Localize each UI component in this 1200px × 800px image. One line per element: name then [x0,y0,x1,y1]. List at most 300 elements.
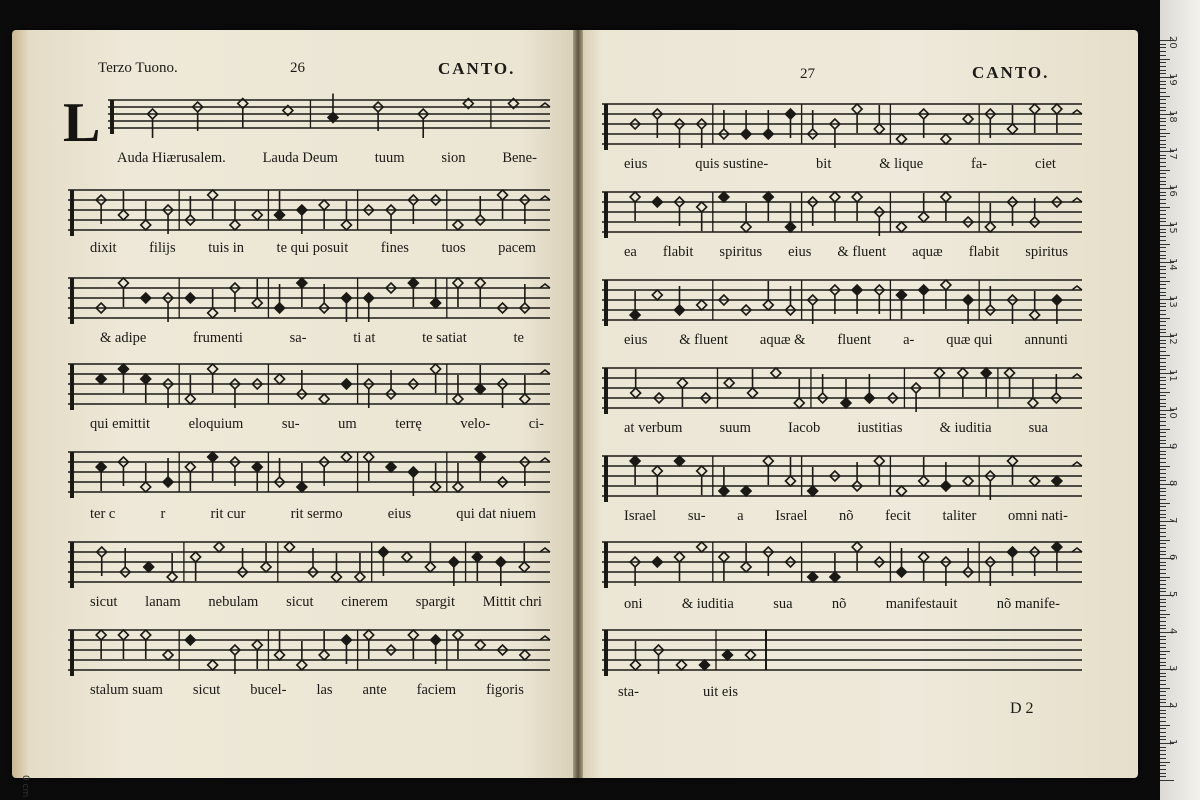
ruler-tick [1160,162,1166,163]
ruler-tick [1160,59,1170,60]
ruler-tick [1160,606,1166,607]
lyric-word: Bene- [502,150,537,166]
ruler-tick [1160,758,1166,759]
ruler-tick [1160,514,1166,515]
ruler-tick [1160,392,1170,393]
ruler-tick [1160,540,1170,541]
ruler-tick [1160,395,1166,396]
decorated-initial: L [63,92,101,154]
ruler-tick [1160,240,1166,241]
note-head [786,109,796,119]
note-head [897,290,907,300]
ruler-tick [1160,177,1166,178]
note-head [852,542,862,552]
staff-right-3 [602,272,1086,332]
lyric-line-right-1 [624,156,1056,173]
note-head [897,222,907,232]
note-head [652,290,662,300]
note-head [402,552,412,562]
ruler-tick [1160,88,1166,89]
lyric-word: & iuditia [939,420,992,436]
lyric-word: te satiat [422,330,467,346]
ruler-tick [1160,543,1166,544]
lyric-word: flabit [662,244,694,260]
note-head [341,379,351,389]
note-head [741,486,751,496]
ruler-tick [1160,366,1166,367]
note-head [163,477,173,487]
ruler-tick [1160,480,1166,481]
lyric-word: Auda Hiærusalem. [117,150,226,166]
ruler-tick [1160,107,1166,108]
ruler-tick [1160,351,1166,352]
ruler-tick [1160,602,1166,603]
ruler-tick [1160,462,1166,463]
note-head [185,293,195,303]
note-head [1052,104,1062,114]
clef-mark [70,452,74,498]
lyric-word: tuos [441,240,466,256]
lyric-word: aquæ & [759,332,806,348]
lyric-word: rit sermo [290,506,343,522]
note-head [431,298,441,308]
ruler-number: 15 [1167,221,1178,234]
ruler-number: 9 [1167,443,1178,450]
staff-right-2 [602,184,1086,244]
ruler-number: 11 [1167,369,1178,382]
ruler-tick [1160,166,1166,167]
lyric-line-left-4 [90,416,544,433]
note-head [453,220,463,230]
note-head [297,278,307,288]
staff-right-5 [602,448,1086,508]
lyric-word: sua [773,596,793,612]
note-head [808,572,818,582]
ruler-tick [1160,506,1166,507]
note-head [963,295,973,305]
ruler-tick [1160,569,1166,570]
ruler-tick [1160,440,1166,441]
ruler-number: 10 [1167,406,1178,419]
staff-right-1 [602,96,1086,156]
note-head [1030,476,1040,486]
ruler-tick [1160,458,1166,459]
note-head [897,567,907,577]
clef-mark [70,542,74,588]
ruler-tick [1160,314,1166,315]
note-head [830,192,840,202]
note-head [786,476,796,486]
lyric-word: fecit [885,508,911,524]
note-head [431,364,441,374]
ruler-tick [1160,647,1166,648]
note-head [208,190,218,200]
ruler-tick [1160,750,1166,751]
note-head [185,635,195,645]
clef-mark [70,630,74,676]
ruler-tick [1160,610,1166,611]
note-head [185,394,195,404]
note-head [341,293,351,303]
note-head [408,278,418,288]
note-head [331,572,341,582]
note-head [963,476,973,486]
ruler-tick [1160,536,1166,537]
lyric-line-left-6 [90,594,542,611]
ruler-tick [1160,702,1166,703]
note-head [453,630,463,640]
ruler-number: 12 [1167,332,1178,345]
note-head [297,482,307,492]
ruler-tick [1160,780,1174,781]
lyric-word: bit [816,156,832,172]
ruler-tick [1160,310,1166,311]
lyric-word: uit eis [702,684,738,700]
clef-mark [604,630,608,676]
running-title: Terzo Tuono. [98,60,178,76]
note-head [275,303,285,313]
ruler-tick [1160,688,1170,689]
ruler-tick [1160,588,1166,589]
clef-mark [604,104,608,150]
note-head [941,134,951,144]
note-head [185,462,195,472]
lyric-word: sa- [289,330,307,346]
lyric-word: eloquium [188,416,244,432]
ruler-tick [1160,170,1170,171]
note-head [453,278,463,288]
ruler-tick [1160,525,1166,526]
note-head [496,557,506,567]
lyric-word: su- [687,508,706,524]
note-head [144,562,154,572]
note-head [630,192,640,202]
ruler-tick [1160,340,1166,341]
ruler-tick [1160,325,1166,326]
ruler-tick [1160,662,1166,663]
clef-mark [604,456,608,502]
note-head [919,212,929,222]
note-head [364,630,374,640]
lyric-word: figoris [486,682,524,698]
ruler-tick [1160,236,1166,237]
note-head [141,630,151,640]
ruler-tick [1160,728,1166,729]
note-head [425,562,435,572]
lyric-line-right-2 [624,244,1068,261]
note-head [386,462,396,472]
lyric-word: sta- [618,684,639,700]
ruler-number: 1 [1167,739,1178,746]
ruler-number: 8 [1167,480,1178,487]
ruler-tick [1160,258,1166,259]
ruler-tick [1160,269,1166,270]
note-head [919,552,929,562]
lyric-word: ter c [90,506,116,522]
lyric-word: & fluent [837,244,887,260]
lyric-word: te qui posuit [276,240,349,256]
lyric-word: filijs [149,240,176,256]
lyric-word: tuis in [208,240,245,256]
ruler-tick [1160,218,1166,219]
ruler-tick [1160,388,1166,389]
note-head [675,552,685,562]
note-head [697,542,707,552]
note-head [230,220,240,230]
ruler-tick [1160,691,1166,692]
staff-right-6 [602,534,1086,594]
ruler-number: 4 [1167,628,1178,635]
note-head [941,280,951,290]
ruler-tick [1160,762,1170,763]
note-head [520,394,530,404]
ruler-tick [1160,306,1166,307]
lyric-word: cinerem [341,594,388,610]
note-head [141,482,151,492]
lyric-word: quis sustine- [695,156,769,172]
lyric-word: ea [624,244,637,260]
ruler-tick [1160,158,1166,159]
ruler-tick [1160,136,1166,137]
lyric-word: spiritus [1025,244,1068,260]
note-head [364,293,374,303]
ruler-tick [1160,232,1166,233]
ruler-tick [1160,454,1166,455]
staff-left-2 [68,182,554,242]
ruler-tick [1160,721,1166,722]
ruler-number: 19 [1167,73,1178,86]
ruler-tick [1160,488,1166,489]
ruler-tick [1160,754,1166,755]
lyric-line-right-3 [624,332,1068,349]
ruler-tick [1160,273,1166,274]
lyric-line-left-3 [100,330,524,347]
ruler-tick [1160,732,1166,733]
lyric-word: nebulam [208,594,259,610]
ruler-tick [1160,251,1166,252]
note-head [431,482,441,492]
note-head [275,374,285,384]
note-head [741,222,751,232]
note-head [763,192,773,202]
ruler-number: 14 [1167,258,1178,271]
ruler-tick [1160,565,1166,566]
lyric-word: flabit [968,244,1000,260]
ruler-tick [1160,528,1166,529]
note-head [453,394,463,404]
note-head [341,635,351,645]
lyric-word: sicut [90,594,118,610]
ruler-tick [1160,195,1166,196]
note-head [919,476,929,486]
ruler-tick [1160,499,1166,500]
ruler-tick [1160,203,1166,204]
note-head [852,285,862,295]
lyric-word: su- [281,416,300,432]
lyric-word: velo- [460,416,491,432]
note-head [631,660,641,670]
lyric-line-left-2 [90,240,536,257]
ruler-tick [1160,244,1170,245]
note-head [719,486,729,496]
ruler-tick [1160,284,1166,285]
ruler-tick [1160,44,1166,45]
note-head [697,466,707,476]
ruler-tick [1160,765,1166,766]
ruler-tick [1160,654,1166,655]
note-head [96,630,106,640]
note-head [1052,476,1062,486]
note-head [519,562,529,572]
ruler-tick [1160,495,1166,496]
ruler-tick [1160,591,1166,592]
lyric-line-right-6 [624,596,1060,613]
lyric-word: Mittit chri [482,594,542,610]
ruler-tick [1160,92,1166,93]
note-head [453,482,463,492]
lyric-word: ciet [1035,156,1056,172]
note-head [498,190,508,200]
lyric-word: stalum suam [90,682,163,698]
note-head [208,660,218,670]
note-head [1008,547,1018,557]
staff-left-1 [108,92,554,140]
ruler-tick [1160,173,1166,174]
lyric-word: eius [624,156,648,172]
ruler-tick [1160,551,1166,552]
part-name-left: CANTO. [438,59,516,78]
note-head [794,398,804,408]
note-head [341,220,351,230]
lyric-word: eius [788,244,812,260]
note-head [864,393,874,403]
book-gutter [573,30,583,778]
note-head [675,305,685,315]
ruler-tick [1160,477,1166,478]
lyric-word: suum [719,420,751,436]
lyric-word: qui emittit [90,416,151,432]
ruler-tick [1160,617,1166,618]
note-head [118,278,128,288]
note-head [297,660,307,670]
ruler-tick [1160,699,1166,700]
ruler-tick [1160,133,1170,134]
ruler-number: 7 [1167,517,1178,524]
lyric-word: annunti [1024,332,1068,348]
note-head [700,660,710,670]
ruler-tick [1160,421,1166,422]
lyric-word: spargit [415,594,455,610]
lyric-word: eius [387,506,412,522]
ruler-tick [1160,125,1166,126]
ruler-tick [1160,599,1166,600]
ruler-tick [1160,651,1170,652]
note-head [985,222,995,232]
ruler-tick [1160,62,1166,63]
staff-right-7 [602,622,1086,682]
clef-mark [604,280,608,326]
lyric-word: qui dat niuem [456,506,536,522]
ruler-tick [1160,210,1166,211]
lyric-word: spiritus [719,244,763,260]
note-head [631,388,641,398]
ruler-tick [1160,414,1166,415]
clef-mark [70,364,74,410]
note-head [475,640,485,650]
ruler-tick [1160,96,1170,97]
ruler-tick [1160,776,1166,777]
clef-mark [604,368,608,414]
ruler-tick [1160,736,1166,737]
lyric-word: terrę [395,416,422,432]
lyric-word: iustitias [857,420,903,436]
ruler-tick [1160,532,1166,533]
ruler-tick [1160,144,1166,145]
ruler-tick [1160,181,1166,182]
lyric-line-right-7 [618,684,738,701]
note-head [697,202,707,212]
ruler-tick [1160,281,1170,282]
ruler-tick [1160,425,1166,426]
note-head [748,388,758,398]
page-number-left: 26 [290,60,305,76]
ruler-tick [1160,436,1166,437]
note-head [1052,542,1062,552]
lyric-word: nõ [839,508,854,524]
note-head [697,300,707,310]
ruler-tick [1160,66,1166,67]
note-head [934,368,944,378]
note-head [1008,456,1018,466]
page-number-right: 27 [800,66,815,82]
note-head [118,630,128,640]
note-head [1005,368,1015,378]
staff-left-7 [68,622,554,682]
ruler-tick [1160,625,1166,626]
lyric-word: Iacob [788,420,821,436]
note-head [958,368,968,378]
note-head [319,200,329,210]
lyric-word: sicut [192,682,221,698]
note-head [475,278,485,288]
note-head [630,456,640,466]
staff-right-4 [602,360,1086,420]
note-head [275,210,285,220]
ruler-tick [1160,643,1166,644]
note-head [118,210,128,220]
ruler-tick [1160,473,1166,474]
lyric-line-right-5 [624,508,1068,525]
note-head [919,285,929,295]
ruler-tick [1160,466,1170,467]
lyric-word: te [513,330,524,346]
ruler-tick [1160,362,1166,363]
note-head [1030,104,1040,114]
ruler-tick [1160,717,1166,718]
ruler-tick [1160,255,1166,256]
ruler-tick [1160,129,1166,130]
ruler-tick [1160,584,1166,585]
lyric-word: tuum [374,150,405,166]
note-head [141,293,151,303]
clef-mark [70,278,74,324]
lyric-word: ti at [353,330,376,346]
ruler-tick [1160,118,1166,119]
ruler-tick [1160,406,1166,407]
part-name-right: CANTO. [972,63,1050,82]
note-head [1008,124,1018,134]
note-head [852,104,862,114]
